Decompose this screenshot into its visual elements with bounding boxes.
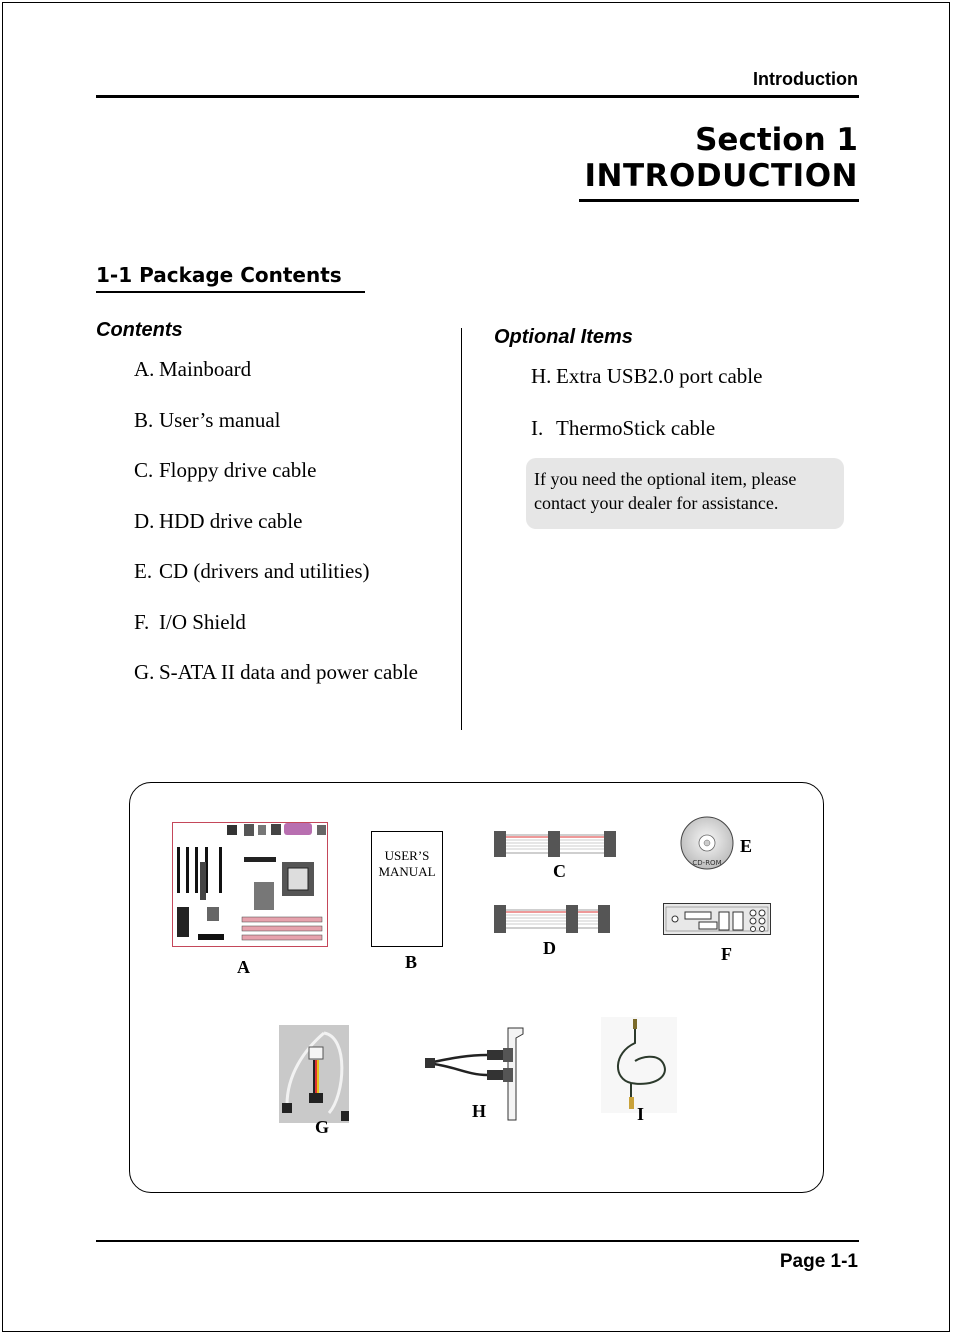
cd-image (679, 815, 735, 871)
manual-line: USER’S (384, 848, 430, 863)
list-item (134, 610, 246, 635)
label-e: E (740, 836, 753, 856)
optional-items-heading: Optional Items (494, 326, 633, 348)
section-title-underline (579, 199, 859, 202)
header-rule (96, 95, 859, 98)
item-letter: B. (134, 408, 154, 432)
subsection-title: 1-1 Package Contents (96, 263, 342, 287)
list-item (134, 559, 370, 584)
column-divider (461, 328, 462, 730)
item-text: Floppy drive cable (159, 458, 317, 482)
item-text: Mainboard (159, 357, 252, 381)
list-item (134, 357, 251, 382)
floppy-cable-image (494, 829, 618, 859)
label-a: A (237, 957, 250, 977)
item-text: User’s manual (159, 408, 281, 432)
footer-rule (96, 1240, 859, 1242)
item-letter: H. (531, 364, 552, 388)
item-text: ThermoStick cable (556, 416, 716, 440)
users-manual-image (371, 831, 443, 947)
note-line: If you need the optional item, please (534, 469, 797, 489)
sata-cable-image (279, 1025, 349, 1123)
item-letter: C. (134, 458, 154, 482)
item-letter: A. (134, 357, 155, 381)
label-i: I (637, 1104, 645, 1124)
cd-label: CD-ROM (692, 859, 722, 867)
list-item (134, 408, 281, 433)
list-item (531, 364, 762, 389)
item-letter: D. (134, 509, 155, 533)
item-letter: I. (531, 416, 544, 440)
item-text: Extra USB2.0 port cable (556, 364, 763, 388)
io-shield-image (663, 903, 771, 935)
subsection-title-underline (96, 291, 365, 293)
section-title: INTRODUCTION (584, 158, 858, 194)
item-text: CD (drivers and utilities) (159, 559, 370, 583)
hdd-cable-image (494, 903, 610, 935)
mainboard-image (172, 822, 328, 947)
contents-heading: Contents (96, 319, 183, 341)
section-number: Section 1 (695, 122, 858, 158)
page-number: Page 1-1 (779, 1251, 858, 1272)
item-text: I/O Shield (159, 610, 246, 634)
item-text: HDD drive cable (159, 509, 303, 533)
list-item (134, 660, 418, 685)
label-g: G (315, 1117, 330, 1137)
label-f: F (721, 944, 732, 964)
note-line: contact your dealer for assistance. (534, 493, 779, 513)
list-item (134, 458, 316, 483)
label-h: H (472, 1101, 487, 1121)
thermostick-cable-image (601, 1017, 677, 1113)
list-item (134, 509, 302, 534)
item-letter: F. (134, 610, 150, 634)
label-b: B (405, 952, 418, 972)
running-header: Introduction (753, 69, 858, 89)
item-letter: E. (134, 559, 153, 583)
optional-items-note (526, 458, 844, 529)
item-text: S-ATA II data and power cable (159, 660, 418, 684)
item-letter: G. (134, 660, 155, 684)
label-d: D (543, 938, 556, 958)
manual-line: MANUAL (378, 864, 436, 879)
label-c: C (553, 861, 566, 881)
list-item (531, 416, 715, 441)
